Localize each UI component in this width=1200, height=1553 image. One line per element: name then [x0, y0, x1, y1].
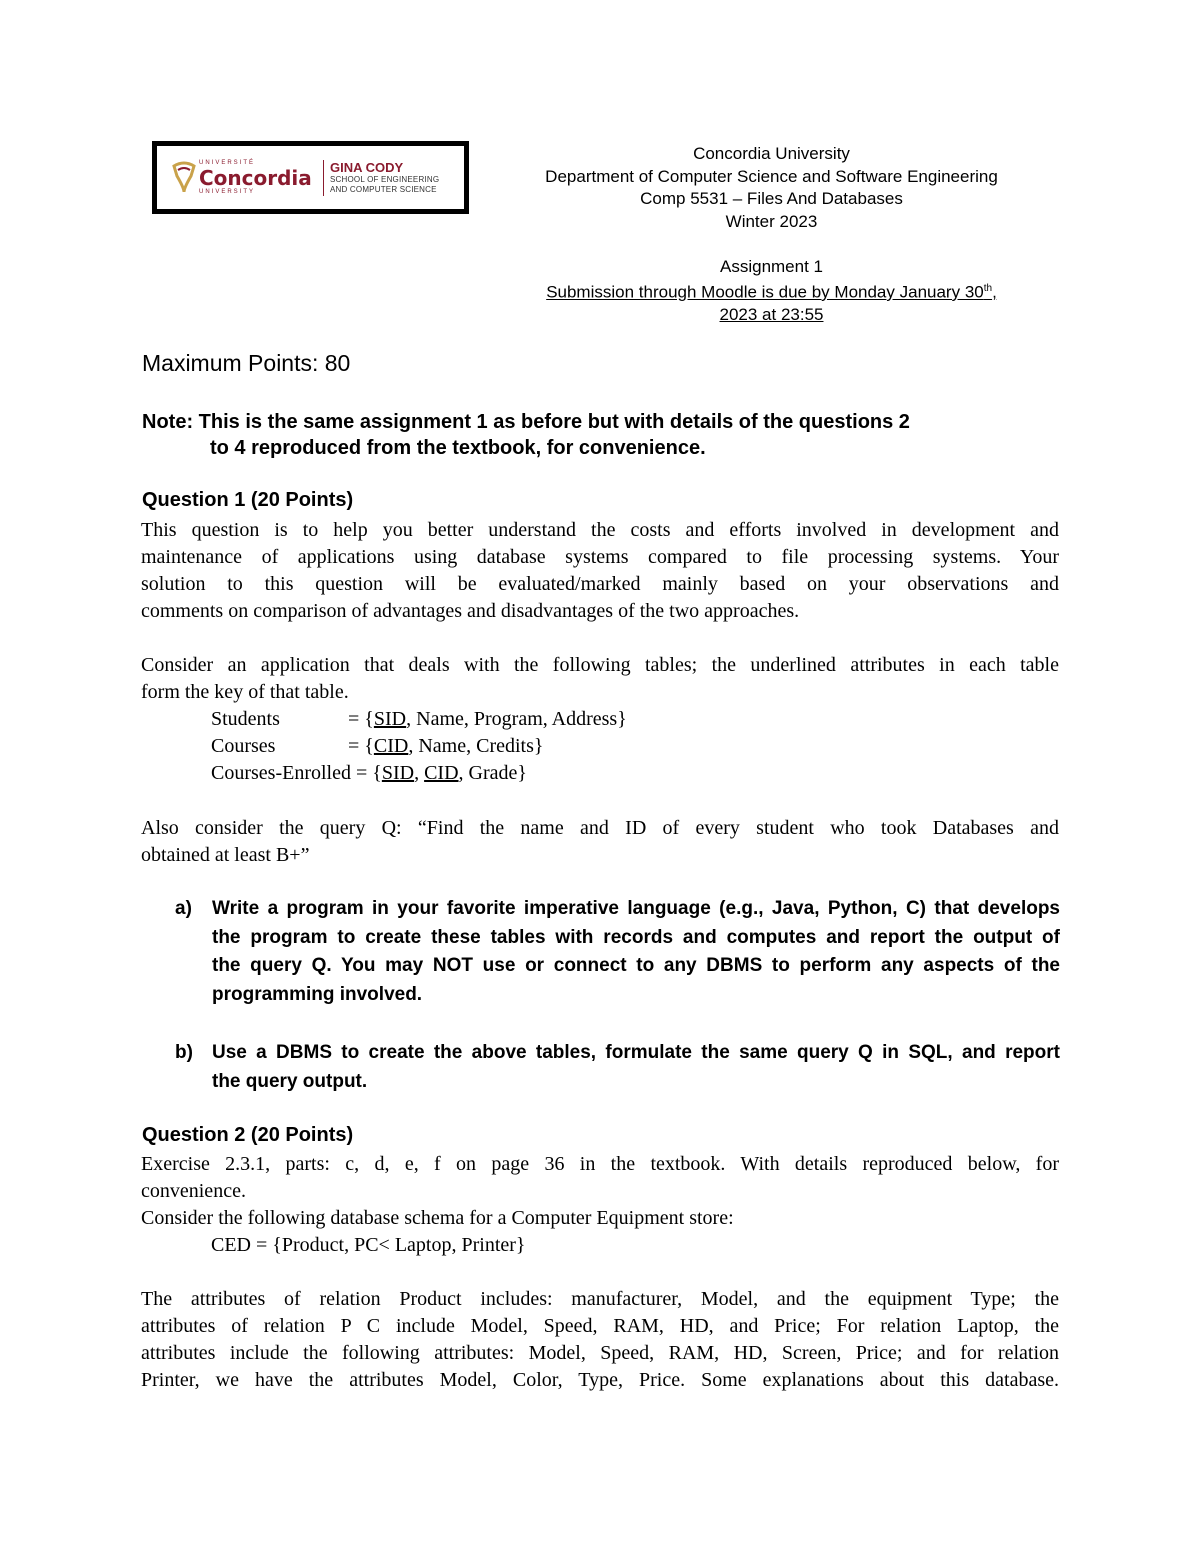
logo-school-line2: AND COMPUTER SCIENCE [330, 184, 437, 194]
logo-bottom-text: UNIVERSITY [199, 188, 256, 195]
question-1-item-b [175, 1039, 1060, 1096]
university-logo [152, 141, 469, 214]
paragraph-line: form the key of that table. [141, 681, 349, 703]
due-date-line2: 2023 at 23:55 [719, 305, 824, 325]
logo-divider [323, 160, 324, 196]
logo-top-text: UNIVERSITÉ [199, 159, 256, 166]
question-1-item-a [175, 895, 1060, 1009]
due-date-line1: Submission through Moodle is due by Monday January 30th, [546, 282, 997, 302]
paragraph-line: solution to this question will be evaluated/marked mainly based on your observations and [141, 573, 1059, 595]
department-name: Department of Computer Science and Software Engineering [545, 166, 998, 186]
maximum-points: Maximum Points: 80 [142, 350, 351, 376]
table-definitions [211, 706, 627, 787]
paragraph-line: convenience. [141, 1180, 246, 1202]
question-2-attributes [141, 1286, 1059, 1394]
question-1-query [141, 815, 1059, 869]
schema-line: CED = {Product, PC< Laptop, Printer} [211, 1234, 526, 1256]
paragraph-line: The attributes of relation Product includes: manufacturer, Model, and the equipment Type; the [141, 1288, 1059, 1310]
students-table-def: Students = {SID, Name, Program, Address} [211, 708, 627, 730]
item-line: the query output. [212, 1070, 368, 1092]
paragraph-line: obtained at least B+” [141, 844, 310, 866]
note-line1: Note: This is the same assignment 1 as before but with details of the questions 2 [142, 411, 910, 433]
document-header [500, 143, 1043, 327]
note-line2: to 4 reproduced from the textbook, for convenience. [210, 437, 706, 459]
item-marker: a) [175, 898, 192, 919]
question-1-intro [141, 517, 1059, 625]
paragraph-line: Consider an application that deals with the following tables; the underlined attributes in each table [141, 654, 1059, 676]
question-1-heading: Question 1 (20 Points) [142, 489, 354, 511]
ced-schema [211, 1232, 526, 1259]
paragraph-line: Consider the following database schema for a Computer Equipment store: [141, 1207, 734, 1229]
item-line: the program to create these tables with records and computes and report the output of [212, 926, 1060, 948]
paragraph-line: attributes include the following attributes: Model, Speed, RAM, HD, Screen, Price; and for relation [141, 1342, 1059, 1364]
course-name: Comp 5531 – Files And Databases [640, 189, 903, 208]
paragraph-line: This question is to help you better understand the costs and efforts involved in development and [141, 519, 1059, 541]
paragraph-line: maintenance of applications using database systems compared to file processing systems. Your [141, 546, 1059, 568]
concordia-shield-icon [171, 158, 197, 198]
assignment-title: Assignment 1 [720, 256, 823, 276]
paragraph-line: Also consider the query Q: “Find the name and ID of every student who took Databases and [141, 817, 1059, 839]
paragraph-line: Printer, we have the attributes Model, Color, Type, Price. Some explanations about this database. [141, 1369, 1059, 1391]
logo-wordmark: Concordia [199, 165, 312, 190]
courses-table-def: Courses = {CID, Name, Credits} [211, 735, 544, 757]
item-marker: b) [175, 1042, 193, 1063]
courses-enrolled-table-def: Courses-Enrolled = {SID, CID, Grade} [211, 762, 528, 784]
university-name: Concordia University [693, 144, 850, 163]
term: Winter 2023 [725, 211, 818, 231]
logo-school-name: GINA CODY [330, 159, 404, 175]
item-line: the query Q. You may NOT use or connect to any DBMS to perform any aspects of the [212, 955, 1060, 976]
question-2-heading: Question 2 (20 Points) [142, 1124, 354, 1146]
note [142, 409, 1072, 461]
paragraph-line: attributes of relation P C include Model, Speed, RAM, HD, and Price; For relation Laptop, the [141, 1315, 1059, 1337]
paragraph-line: comments on comparison of advantages and disadvantages of the two approaches. [141, 600, 800, 622]
question-1-consider [141, 652, 1059, 706]
paragraph-line: Exercise 2.3.1, parts: c, d, e, f on page 36 in the textbook. With details reproduced below, for [141, 1153, 1059, 1175]
item-line: Write a program in your favorite imperative language (e.g., Java, Python, C) that develops [212, 898, 1060, 919]
logo-school-line1: SCHOOL OF ENGINEERING [330, 174, 440, 184]
item-line: programming involved. [212, 983, 423, 1005]
item-line: Use a DBMS to create the above tables, formulate the same query Q in SQL, and report [212, 1042, 1060, 1063]
question-2-intro [141, 1151, 1059, 1232]
